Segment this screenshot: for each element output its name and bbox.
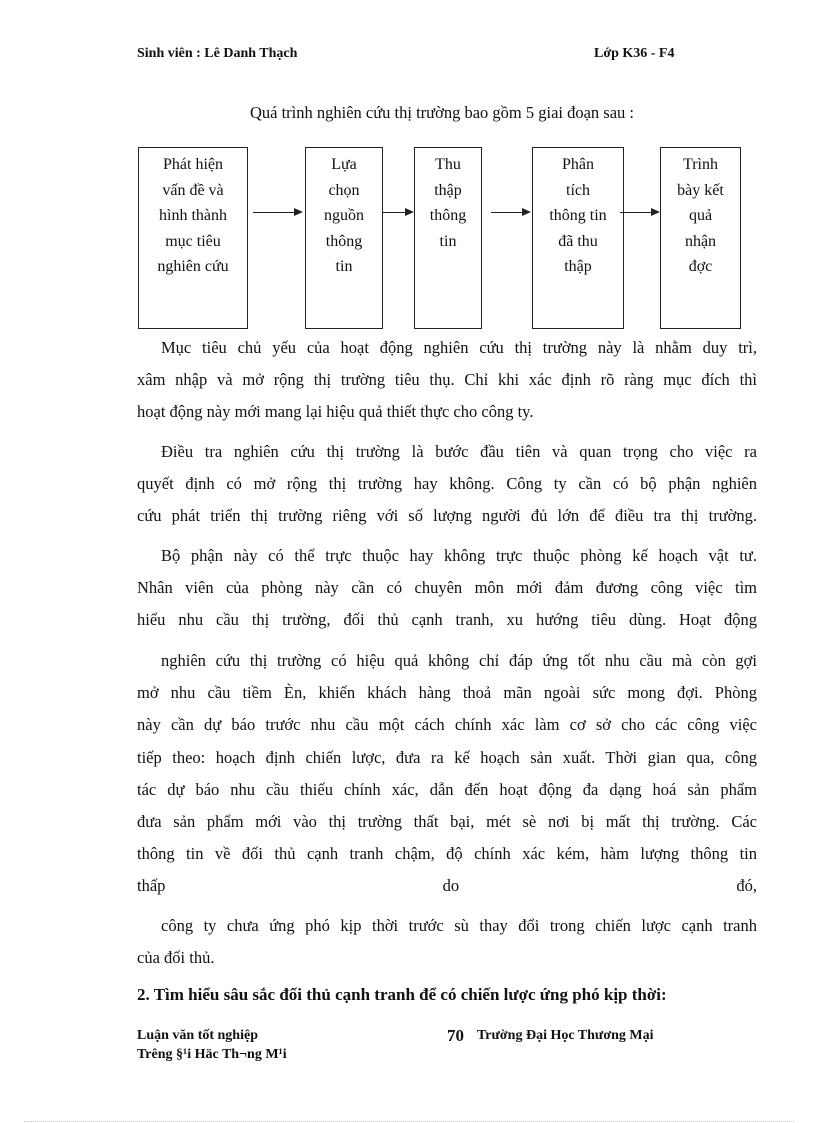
box-line: Phân xyxy=(562,156,594,173)
text-line: thấp do đó, xyxy=(137,876,757,896)
box-line: bày kết xyxy=(677,181,724,199)
paragraph-department xyxy=(137,540,757,637)
section-heading: 2. Tìm hiểu sâu sắc đối thủ cạnh tranh để có chiến lược ứng phó kịp thời: xyxy=(137,985,667,1004)
box-line: thông xyxy=(429,207,467,224)
box-line: thập xyxy=(434,181,462,199)
text-line: Mục tiêu chủ yếu của hoạt động nghiên cứu thị trường này là nhằm duy trì, xyxy=(161,338,757,357)
page-bottom-divider xyxy=(24,1121,794,1122)
flow-arrow xyxy=(253,212,303,214)
flow-intro: Quá trình nghiên cứu thị trường bao gồm 5 giai đoạn sau : xyxy=(249,103,635,122)
text-line: công ty chưa ứng phó kịp thời trước sù thay đổi trong chiến lược cạnh tranh xyxy=(161,916,757,935)
flow-box-analyze-info xyxy=(532,147,624,329)
footer-school: Trường Đại Học Thương Mại xyxy=(477,1028,654,1043)
text-line: xâm nhập và mở rộng thị trường tiêu thụ. Chỉ khi xác định rõ ràng mục đích thì xyxy=(137,370,757,390)
text-line: của đối thủ. xyxy=(137,948,215,968)
box-line: đã thu xyxy=(558,232,598,250)
box-line: tin xyxy=(439,232,457,250)
box-line: tin xyxy=(335,258,353,275)
footer-thesis-label: Luận văn tốt nghiệp xyxy=(137,1028,258,1043)
text-line: tác dự báo nhu cầu thiếu chính xác, dẫn đến hoạt động đa dạng hoá sản phẩm xyxy=(137,779,757,799)
box-line: Lựa xyxy=(331,156,357,173)
flow-box-collect-info xyxy=(414,147,482,329)
box-line: Trình xyxy=(683,156,718,173)
text-line: này cần dự báo trước nhu cầu một cách chính xác làm cơ sở cho các công việc xyxy=(137,715,757,735)
text-line: cứu phát triển thị trường riêng với số lượng người đủ lớn để điều tra thị trường. xyxy=(137,506,757,526)
box-line: Phát hiện xyxy=(163,156,223,173)
text-line: mở nhu cầu tiềm Èn, khiến khách hàng thoả mãn ngoài sức mong đợi. Phòng xyxy=(137,683,757,703)
text-line: đưa sản phẩm mới vào thị trường thất bại, mét sè nơi bị mất thị trường. Các xyxy=(137,812,757,832)
flow-arrow xyxy=(620,212,660,214)
text-line: Điều tra nghiên cứu thị trường là bước đầu tiên và quan trọng cho việc ra xyxy=(161,442,757,461)
text-line: quyết định có mở rộng thị trường hay không. Công ty cần có bộ phận nghiên xyxy=(137,474,757,494)
box-line: đợc xyxy=(688,258,713,275)
footer-school-encoded: Trêng §¹i Häc Th¬ng M¹i xyxy=(137,1047,287,1062)
text-line: hiểu nhu cầu thị trường, đối thủ cạnh tranh, xu hướng tiêu dùng. Hoạt động xyxy=(137,610,757,630)
text-line: thông tin về đối thủ cạnh tranh chậm, độ chính xác kém, hàm lượng thông tin xyxy=(137,844,757,864)
paragraph-conclusion xyxy=(137,910,757,974)
text-line: Bộ phận này có thể trực thuộc hay không trực thuộc phòng kế hoạch vật tư. xyxy=(161,546,757,565)
box-line: Thu xyxy=(435,156,461,173)
box-line: nhận xyxy=(684,232,717,250)
text-line: Nhân viên của phòng này cần có chuyên môn mới đảm đương công việc tìm xyxy=(137,578,757,598)
box-line: chọn xyxy=(328,181,360,199)
paragraph-market-research xyxy=(137,436,757,533)
flow-box-select-source xyxy=(305,147,383,329)
flow-box-present-results xyxy=(660,147,741,329)
box-line: thông tin xyxy=(549,207,607,224)
box-line: hình thành xyxy=(159,207,227,224)
box-line: thông xyxy=(325,232,363,250)
box-line: quả xyxy=(688,207,713,224)
page-number: 70 xyxy=(447,1026,464,1045)
flow-box-identify-problem xyxy=(138,147,248,329)
paragraph-objectives xyxy=(137,332,757,429)
box-line: nguồn xyxy=(324,207,364,224)
text-line: hoạt động này mới mang lại hiệu quả thiết thực cho công ty. xyxy=(137,402,534,422)
box-line: tích xyxy=(566,181,590,199)
box-line: vấn đề và xyxy=(162,181,224,199)
header-class: Lớp K36 - F4 xyxy=(594,46,675,61)
flow-arrow xyxy=(383,212,414,214)
box-line: thập xyxy=(564,258,592,275)
flow-arrow xyxy=(491,212,531,214)
header-student: Sinh viên : Lê Danh Thạch xyxy=(137,46,298,61)
text-line: nghiên cứu thị trường có hiệu quả không chỉ đáp ứng tốt nhu cầu mà còn gợi xyxy=(161,651,757,670)
box-line: mục tiêu xyxy=(165,232,221,250)
text-line: tiếp theo: hoạch định chiến lược, đưa ra kế hoạch sản xuất. Thời gian qua, công xyxy=(137,747,757,767)
box-line: nghiên cứu xyxy=(157,258,229,275)
paragraph-effectiveness xyxy=(137,645,757,903)
